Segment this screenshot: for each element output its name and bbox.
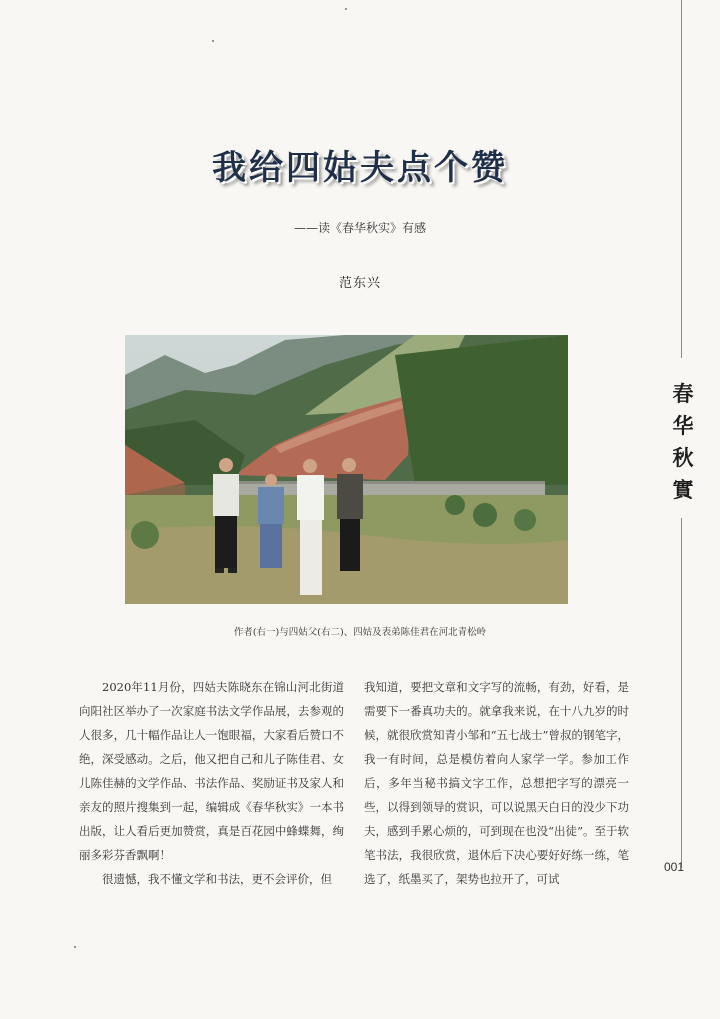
photo-caption: 作者(右一)与四姑父(右二)、四姑及表弟陈佳君在河北青松岭 xyxy=(233,627,487,638)
page-number: 001 xyxy=(664,860,685,874)
article-title: 我给四姑夫点个赞 xyxy=(212,148,508,188)
body-paragraph: 我知道，要把文章和文字写的流畅，有劲，好看，是需要下一番真功夫的。就拿我来说，在十八九岁的时候，就很欣赏知青小邹和“五七战士”曾叔的钢笔字，我一有时间，总是模仿着向人家学一学。参加工作后，多年当秘书搞文字工作，总想把字写的漂亮一些，以得到领导的赏识，可以说黑天白日的没少下功夫，感到手累心烦的，可到现在也没“出徒”。至于软笔书法，我很欣赏，退休后下决心要好好练一练，笔选了，纸墨买了，架势也拉开了，可试 xyxy=(364,680,629,886)
column-title: 春 华 秋 實 xyxy=(672,381,694,502)
body-column-right xyxy=(364,675,629,891)
article-subtitle: ——读《春华秋实》有感 xyxy=(293,221,426,235)
body-column-left xyxy=(79,675,344,891)
body-paragraph: 很遗憾，我不懂文学和书法，更不会评价，但 xyxy=(102,872,332,886)
scan-speck xyxy=(345,8,347,10)
article-author: 范东兴 xyxy=(338,276,381,291)
body-paragraph: 2020年11月份，四姑夫陈晓东在锦山河北街道向阳社区举办了一次家庭书法文学作品展，去参观的人很多，几十幅作品让人一饱眼福，大家看后赞口不绝，深受感动。之后，他又把自己和儿子陈佳君、女儿陈佳赫的文学作品、书法作品、奖励证书及家人和亲友的照片搜集到一起，编辑成《春华秋实》一本书出版，让人看后更加赞赏，真是百花园中蜂蝶舞，绚丽多彩芬香飘啊！ xyxy=(79,680,344,862)
side-rule-top xyxy=(681,0,682,358)
side-rule-bottom xyxy=(681,518,682,868)
scan-speck xyxy=(212,40,214,42)
scan-speck xyxy=(74,946,76,948)
group-photo xyxy=(125,335,568,604)
